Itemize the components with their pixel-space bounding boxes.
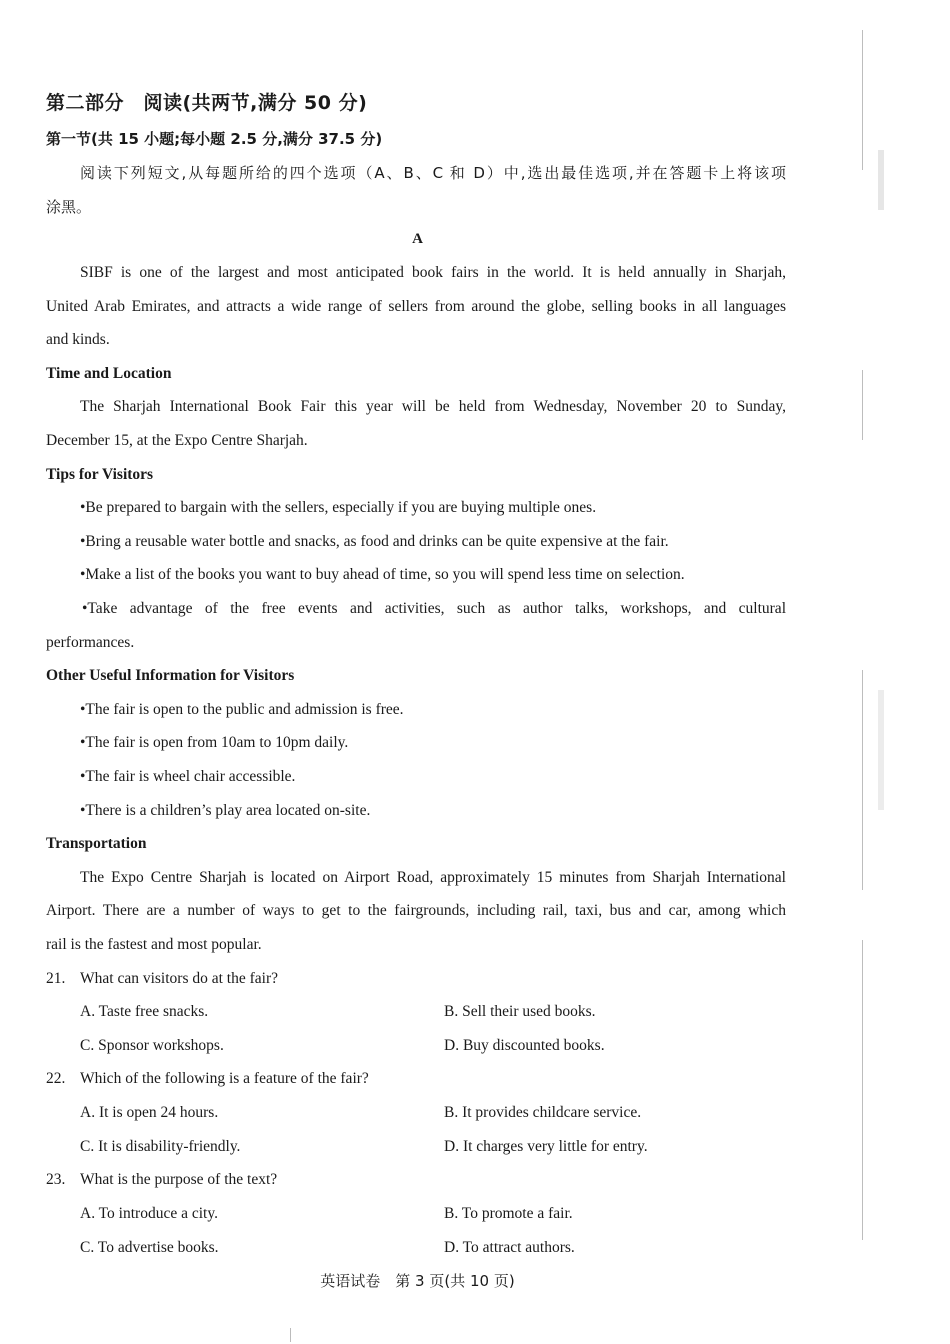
list-item: •The fair is wheel chair accessible. bbox=[80, 768, 296, 785]
section-subheading: Time and Location bbox=[46, 365, 172, 382]
scan-edge-line bbox=[862, 940, 863, 1240]
section-heading: 第一节(共 15 小题;每小题 2.5 分,满分 37.5 分) bbox=[46, 130, 383, 148]
part-heading: 第二部分 阅读(共两节,满分 50 分) bbox=[46, 92, 368, 114]
instructions-line: 涂黑。 bbox=[46, 198, 92, 216]
option-c: C. It is disability-friendly. bbox=[80, 1138, 241, 1155]
paragraph-line: SIBF is one of the largest and most anticipated book fairs in the world. It is held annually in Sharjah, bbox=[80, 264, 786, 281]
scan-speck bbox=[290, 1328, 291, 1342]
option-b: B. Sell their used books. bbox=[444, 1003, 596, 1020]
option-d: D. Buy discounted books. bbox=[444, 1037, 605, 1054]
question-stem: What can visitors do at the fair? bbox=[80, 970, 278, 987]
question-stem: What is the purpose of the text? bbox=[80, 1171, 278, 1188]
scan-speck bbox=[878, 150, 884, 210]
section-subheading: Tips for Visitors bbox=[46, 466, 154, 483]
question-number: 23. bbox=[46, 1171, 66, 1188]
page-footer: 英语试卷 第 3 页(共 10 页) bbox=[320, 1272, 515, 1290]
option-c: C. To advertise books. bbox=[80, 1239, 219, 1256]
scan-speck bbox=[878, 690, 884, 810]
paragraph-line: Airport. There are a number of ways to get to the fairgrounds, including rail, taxi, bus and car, among which bbox=[46, 902, 786, 919]
question-number: 22. bbox=[46, 1070, 66, 1087]
scan-edge-line bbox=[862, 670, 863, 890]
option-b: B. It provides childcare service. bbox=[444, 1104, 642, 1121]
list-item-continuation: performances. bbox=[46, 634, 135, 651]
option-c: C. Sponsor workshops. bbox=[80, 1037, 224, 1054]
paragraph-line: The Expo Centre Sharjah is located on Airport Road, approximately 15 minutes from Sharjah International bbox=[80, 869, 786, 886]
list-item: •Take advantage of the free events and activities, such as author talks, workshops, and cultural bbox=[82, 600, 786, 617]
paragraph-line: rail is the fastest and most popular. bbox=[46, 936, 262, 953]
list-item: •The fair is open to the public and admission is free. bbox=[80, 701, 404, 718]
scan-edge-line bbox=[862, 370, 863, 440]
list-item: •There is a children’s play area located on-site. bbox=[80, 802, 371, 819]
instructions-line: 阅读下列短文,从每题所给的四个选项（A、B、C 和 D）中,选出最佳选项,并在答题卡上将该项 bbox=[80, 164, 786, 182]
paragraph-line: The Sharjah International Book Fair this year will be held from Wednesday, November 20 to Sunday, bbox=[80, 398, 786, 415]
paragraph-line: and kinds. bbox=[46, 331, 110, 348]
question-number: 21. bbox=[46, 970, 66, 987]
list-item: •The fair is open from 10am to 10pm daily. bbox=[80, 734, 349, 751]
option-b: B. To promote a fair. bbox=[444, 1205, 573, 1222]
option-d: D. It charges very little for entry. bbox=[444, 1138, 648, 1155]
option-a: A. It is open 24 hours. bbox=[80, 1104, 219, 1121]
option-d: D. To attract authors. bbox=[444, 1239, 575, 1256]
passage-label: A bbox=[412, 231, 423, 247]
section-subheading: Other Useful Information for Visitors bbox=[46, 667, 295, 684]
paragraph-line: December 15, at the Expo Centre Sharjah. bbox=[46, 432, 308, 449]
question-stem: Which of the following is a feature of the fair? bbox=[80, 1070, 369, 1087]
scan-edge-line bbox=[862, 30, 863, 170]
list-item: •Bring a reusable water bottle and snacks, as food and drinks can be quite expensive at the fair. bbox=[80, 533, 669, 550]
paragraph-line: United Arab Emirates, and attracts a wide range of sellers from around the globe, selling books in all languages bbox=[46, 298, 786, 315]
list-item: •Make a list of the books you want to buy ahead of time, so you will spend less time on selection. bbox=[80, 566, 685, 583]
option-a: A. Taste free snacks. bbox=[80, 1003, 209, 1020]
section-subheading: Transportation bbox=[46, 835, 147, 852]
list-item: •Be prepared to bargain with the sellers, especially if you are buying multiple ones. bbox=[80, 499, 597, 516]
option-a: A. To introduce a city. bbox=[80, 1205, 218, 1222]
